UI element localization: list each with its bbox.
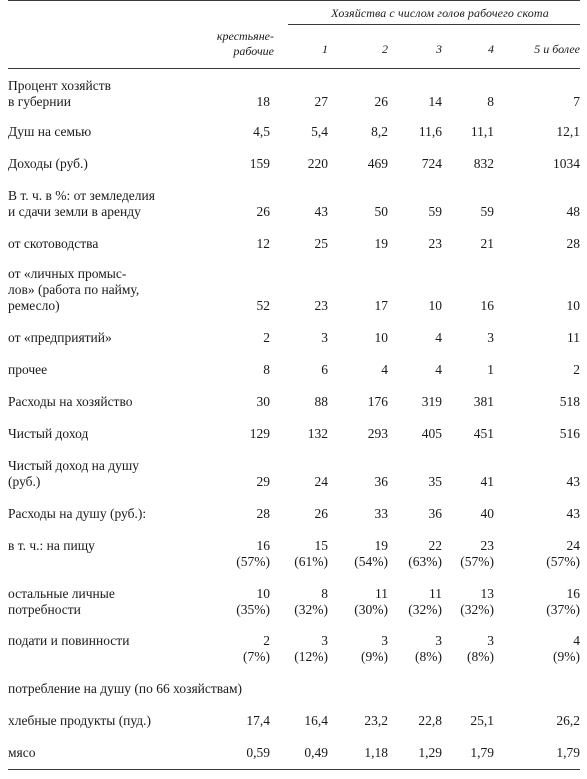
cell-percent: (12%) [294, 649, 328, 664]
table-cell [338, 124, 388, 140]
cell-percent: (9%) [361, 649, 388, 664]
table-cell [220, 394, 270, 410]
table-cell [530, 474, 580, 490]
table-cell [530, 236, 580, 252]
table-cell [392, 124, 442, 140]
row-label-line: подати и повинности [8, 633, 130, 648]
cell-value: 6 [321, 362, 328, 377]
table-cell [530, 713, 580, 729]
table-cell [444, 236, 494, 252]
cell-value: 1,79 [556, 745, 580, 760]
row-label [8, 458, 240, 490]
cell-value: 381 [473, 394, 494, 409]
span-header-title: Хозяйства с числом голов рабочего скота [331, 6, 549, 20]
row-label-line: Душ на семью [8, 124, 92, 139]
table-cell [220, 236, 270, 252]
table-cell [220, 713, 270, 729]
row-label-line: от «предприятий» [8, 330, 112, 345]
column-header-1: 1 [322, 42, 328, 56]
cell-value: 23 [314, 298, 328, 313]
header-bottom-rule [8, 68, 580, 69]
cell-value: 159 [249, 156, 270, 171]
cell-value: 1034 [553, 156, 580, 171]
cell-value: 2 [573, 362, 580, 377]
table-cell [338, 156, 388, 172]
cell-value: 16,4 [304, 713, 328, 728]
cell-value: 24 [314, 474, 328, 489]
table-cell [220, 633, 270, 665]
cell-value: 12,1 [556, 124, 580, 139]
cell-value: 88 [314, 394, 328, 409]
row-label [8, 156, 240, 172]
top-rule [8, 0, 580, 1]
table-cell [530, 362, 580, 378]
cell-value: 10 [374, 330, 388, 345]
cell-value: 405 [421, 426, 442, 441]
cell-percent: (57%) [460, 554, 494, 569]
row-label-line: Процент хозяйств [8, 78, 111, 93]
cell-value: 8,2 [371, 124, 388, 139]
table-cell [278, 745, 328, 761]
cell-value: 11 [429, 586, 442, 601]
cell-value: 1,18 [364, 745, 388, 760]
cell-value: 24 [566, 538, 580, 553]
table-cell [338, 474, 388, 490]
table-cell [220, 586, 270, 618]
row-label [8, 124, 240, 140]
table-cell [278, 298, 328, 314]
cell-value: 11 [567, 330, 580, 345]
column-header-2: 2 [382, 42, 388, 56]
table-cell [338, 298, 388, 314]
cell-value: 293 [367, 426, 388, 441]
table-cell [338, 362, 388, 378]
table-cell [392, 586, 442, 618]
table-cell [530, 633, 580, 665]
table-cell [338, 236, 388, 252]
cell-value: 59 [480, 204, 494, 219]
cell-percent: (8%) [467, 649, 494, 664]
row-label-line: хлебные продукты (пуд.) [8, 713, 152, 728]
row-label-line: мясо [8, 745, 36, 760]
table-cell [278, 633, 328, 665]
column-header-5-plus: 5 и более [534, 42, 580, 56]
table-cell [444, 633, 494, 665]
cell-value: 26 [256, 204, 270, 219]
cell-value: 1,29 [418, 745, 442, 760]
table-cell [444, 394, 494, 410]
table-cell [392, 745, 442, 761]
column-header-peasant-line2: рабочие [233, 44, 274, 58]
cell-value: 4 [381, 362, 388, 377]
cell-value: 43 [314, 204, 328, 219]
table-cell [338, 426, 388, 442]
cell-value: 50 [374, 204, 388, 219]
table-cell [530, 538, 580, 570]
cell-value: 28 [566, 236, 580, 251]
bottom-rule [8, 769, 580, 770]
cell-value: 518 [559, 394, 580, 409]
cell-value: 22,8 [418, 713, 442, 728]
cell-value: 35 [428, 474, 442, 489]
table-cell [392, 474, 442, 490]
cell-value: 11,1 [470, 124, 494, 139]
cell-value: 10 [256, 586, 270, 601]
table-cell [444, 156, 494, 172]
cell-percent: (8%) [415, 649, 442, 664]
table-cell [392, 362, 442, 378]
cell-value: 4 [435, 362, 442, 377]
cell-value: 132 [307, 426, 328, 441]
cell-value: 23,2 [364, 713, 388, 728]
table-cell [444, 204, 494, 220]
cell-value: 220 [307, 156, 328, 171]
cell-value: 11 [375, 586, 388, 601]
table-cell [392, 426, 442, 442]
table-cell [338, 713, 388, 729]
cell-value: 26 [314, 506, 328, 521]
table-cell [220, 474, 270, 490]
row-label-line: ремесло) [8, 298, 60, 313]
cell-percent: (57%) [546, 554, 580, 569]
cell-value: 11,6 [418, 124, 442, 139]
cell-percent: (7%) [243, 649, 270, 664]
row-label [8, 394, 240, 410]
cell-value: 4 [573, 633, 580, 648]
cell-value: 3 [321, 633, 328, 648]
cell-value: 3 [487, 633, 494, 648]
cell-percent: (32%) [408, 602, 442, 617]
cell-value: 28 [256, 506, 270, 521]
cell-value: 17 [374, 298, 388, 313]
cell-value: 724 [421, 156, 442, 171]
cell-percent: (32%) [294, 602, 328, 617]
row-label [8, 586, 240, 618]
row-label-line: остальные личные [8, 586, 115, 601]
cell-value: 21 [480, 236, 494, 251]
cell-value: 36 [374, 474, 388, 489]
table-cell [278, 713, 328, 729]
cell-value: 451 [473, 426, 494, 441]
row-label [8, 713, 240, 729]
row-label-line: Доходы (руб.) [8, 156, 88, 171]
cell-percent: (9%) [553, 649, 580, 664]
cell-percent: (32%) [460, 602, 494, 617]
cell-value: 29 [256, 474, 270, 489]
cell-value: 16 [566, 586, 580, 601]
table-cell [530, 204, 580, 220]
cell-value: 25 [314, 236, 328, 251]
cell-percent: (37%) [546, 602, 580, 617]
table-cell [338, 394, 388, 410]
table-cell [392, 236, 442, 252]
cell-value: 14 [428, 94, 442, 109]
cell-value: 832 [473, 156, 494, 171]
table-cell [220, 124, 270, 140]
table-cell [220, 156, 270, 172]
table-cell [220, 538, 270, 570]
cell-value: 3 [381, 633, 388, 648]
cell-value: 129 [249, 426, 270, 441]
row-label-line: лов» (работа по найму, [8, 282, 140, 297]
cell-value: 13 [480, 586, 494, 601]
row-label [8, 236, 240, 252]
table-cell [392, 506, 442, 522]
table-cell [278, 330, 328, 346]
row-label-line: Чистый доход на душу [8, 458, 140, 473]
cell-percent: (54%) [354, 554, 388, 569]
row-label-line: В т. ч. в %: от земледелия [8, 188, 155, 203]
table-cell [278, 124, 328, 140]
table-cell [444, 713, 494, 729]
cell-value: 4,5 [253, 124, 270, 139]
cell-value: 17,4 [246, 713, 270, 728]
table-cell [530, 156, 580, 172]
cell-value: 7 [573, 94, 580, 109]
table-cell [530, 298, 580, 314]
table-cell [278, 204, 328, 220]
cell-value: 25,1 [470, 713, 494, 728]
table-cell [220, 426, 270, 442]
cell-value: 1,79 [470, 745, 494, 760]
cell-value: 176 [367, 394, 388, 409]
cell-value: 41 [480, 474, 494, 489]
cell-value: 2 [263, 330, 270, 345]
table-cell [220, 506, 270, 522]
cell-percent: (35%) [236, 602, 270, 617]
row-label-line: прочее [8, 362, 48, 377]
row-label-line: Расходы на хозяйство [8, 394, 133, 409]
table-cell [392, 633, 442, 665]
row-label [8, 78, 240, 110]
table-cell [392, 156, 442, 172]
cell-value: 26 [374, 94, 388, 109]
table-cell [278, 362, 328, 378]
column-header-peasant-workers [198, 29, 274, 59]
table-cell [530, 745, 580, 761]
cell-value: 3 [435, 633, 442, 648]
cell-value: 8 [263, 362, 270, 377]
cell-value: 2 [263, 633, 270, 648]
row-label-line: в т. ч.: на пищу [8, 538, 95, 553]
cell-value: 19 [374, 236, 388, 251]
cell-value: 43 [566, 506, 580, 521]
cell-value: 16 [256, 538, 270, 553]
table-cell [338, 204, 388, 220]
table-cell [278, 236, 328, 252]
table-cell [444, 426, 494, 442]
table-cell [392, 330, 442, 346]
row-label [8, 426, 240, 442]
table-cell [278, 586, 328, 618]
row-label-line: в губернии [8, 94, 71, 109]
cell-percent: (30%) [354, 602, 388, 617]
row-label-line: от «личных промыс- [8, 266, 127, 281]
table-cell [444, 124, 494, 140]
cell-value: 3 [321, 330, 328, 345]
cell-value: 12 [256, 236, 270, 251]
cell-value: 516 [559, 426, 580, 441]
table-cell [530, 586, 580, 618]
table-cell [392, 204, 442, 220]
table-cell [220, 362, 270, 378]
cell-value: 48 [566, 204, 580, 219]
table-cell [278, 538, 328, 570]
table-cell [530, 506, 580, 522]
row-label-line: Чистый доход [8, 426, 89, 441]
table-cell [278, 94, 328, 110]
cell-value: 10 [428, 298, 442, 313]
table-cell [530, 426, 580, 442]
cell-value: 59 [428, 204, 442, 219]
table-cell [278, 506, 328, 522]
table-cell [338, 94, 388, 110]
row-label-line: потребление на душу (по 66 хозяйствам) [8, 681, 243, 696]
cell-value: 36 [428, 506, 442, 521]
table-cell [444, 506, 494, 522]
table-cell [530, 94, 580, 110]
table-cell [530, 124, 580, 140]
span-header-rule [288, 24, 580, 25]
cell-value: 1 [487, 362, 494, 377]
cell-value: 33 [374, 506, 388, 521]
cell-value: 19 [374, 538, 388, 553]
table-cell [220, 94, 270, 110]
table-cell [220, 330, 270, 346]
cell-value: 4 [435, 330, 442, 345]
table-cell [392, 713, 442, 729]
table-cell [338, 506, 388, 522]
row-label [8, 266, 240, 314]
cell-value: 22 [428, 538, 442, 553]
cell-value: 8 [321, 586, 328, 601]
table-cell [444, 362, 494, 378]
cell-percent: (61%) [294, 554, 328, 569]
cell-value: 0,59 [246, 745, 270, 760]
cell-value: 0,49 [304, 745, 328, 760]
row-label [8, 362, 240, 378]
table-cell [338, 586, 388, 618]
row-label [8, 506, 240, 522]
table-cell [444, 538, 494, 570]
table-cell [392, 298, 442, 314]
table-cell [338, 633, 388, 665]
row-label-line: Расходы на душу (руб.): [8, 506, 147, 521]
table-cell [220, 204, 270, 220]
table-cell [530, 394, 580, 410]
table-cell [278, 474, 328, 490]
cell-value: 27 [314, 94, 328, 109]
cell-value: 23 [480, 538, 494, 553]
table-cell [444, 330, 494, 346]
cell-value: 30 [256, 394, 270, 409]
table-cell [338, 330, 388, 346]
table-cell [444, 298, 494, 314]
cell-percent: (57%) [236, 554, 270, 569]
table-cell [220, 298, 270, 314]
cell-value: 15 [314, 538, 328, 553]
cell-value: 3 [487, 330, 494, 345]
column-header-3: 3 [436, 42, 442, 56]
table-cell [220, 745, 270, 761]
row-label [8, 745, 240, 761]
cell-value: 23 [428, 236, 442, 251]
cell-value: 43 [566, 474, 580, 489]
row-label [8, 330, 240, 346]
cell-value: 16 [480, 298, 494, 313]
cell-value: 52 [256, 298, 270, 313]
row-label [8, 188, 240, 220]
table-cell [444, 474, 494, 490]
table-cell [338, 538, 388, 570]
table-cell [338, 745, 388, 761]
table-cell [392, 94, 442, 110]
row-label [8, 633, 240, 649]
table-cell [392, 394, 442, 410]
cell-value: 319 [421, 394, 442, 409]
row-label [8, 538, 240, 554]
table-cell [278, 156, 328, 172]
cell-percent: (63%) [408, 554, 442, 569]
table-cell [278, 426, 328, 442]
column-header-4: 4 [488, 42, 494, 56]
table-cell [444, 94, 494, 110]
table-cell [444, 745, 494, 761]
row-label [8, 681, 408, 697]
table-cell [278, 394, 328, 410]
cell-value: 26,2 [556, 713, 580, 728]
row-label-line: (руб.) [8, 474, 41, 489]
cell-value: 8 [487, 94, 494, 109]
column-header-peasant-line1: крестьяне- [216, 29, 274, 43]
table-cell [444, 586, 494, 618]
table-cell [530, 330, 580, 346]
cell-value: 40 [480, 506, 494, 521]
table-cell [392, 538, 442, 570]
cell-value: 469 [367, 156, 388, 171]
cell-value: 5,4 [311, 124, 328, 139]
row-label-line: и сдачи земли в аренду [8, 204, 141, 219]
row-label-line: от скотоводства [8, 236, 99, 251]
cell-value: 10 [566, 298, 580, 313]
row-label-line: потребности [8, 602, 81, 617]
cell-value: 18 [256, 94, 270, 109]
